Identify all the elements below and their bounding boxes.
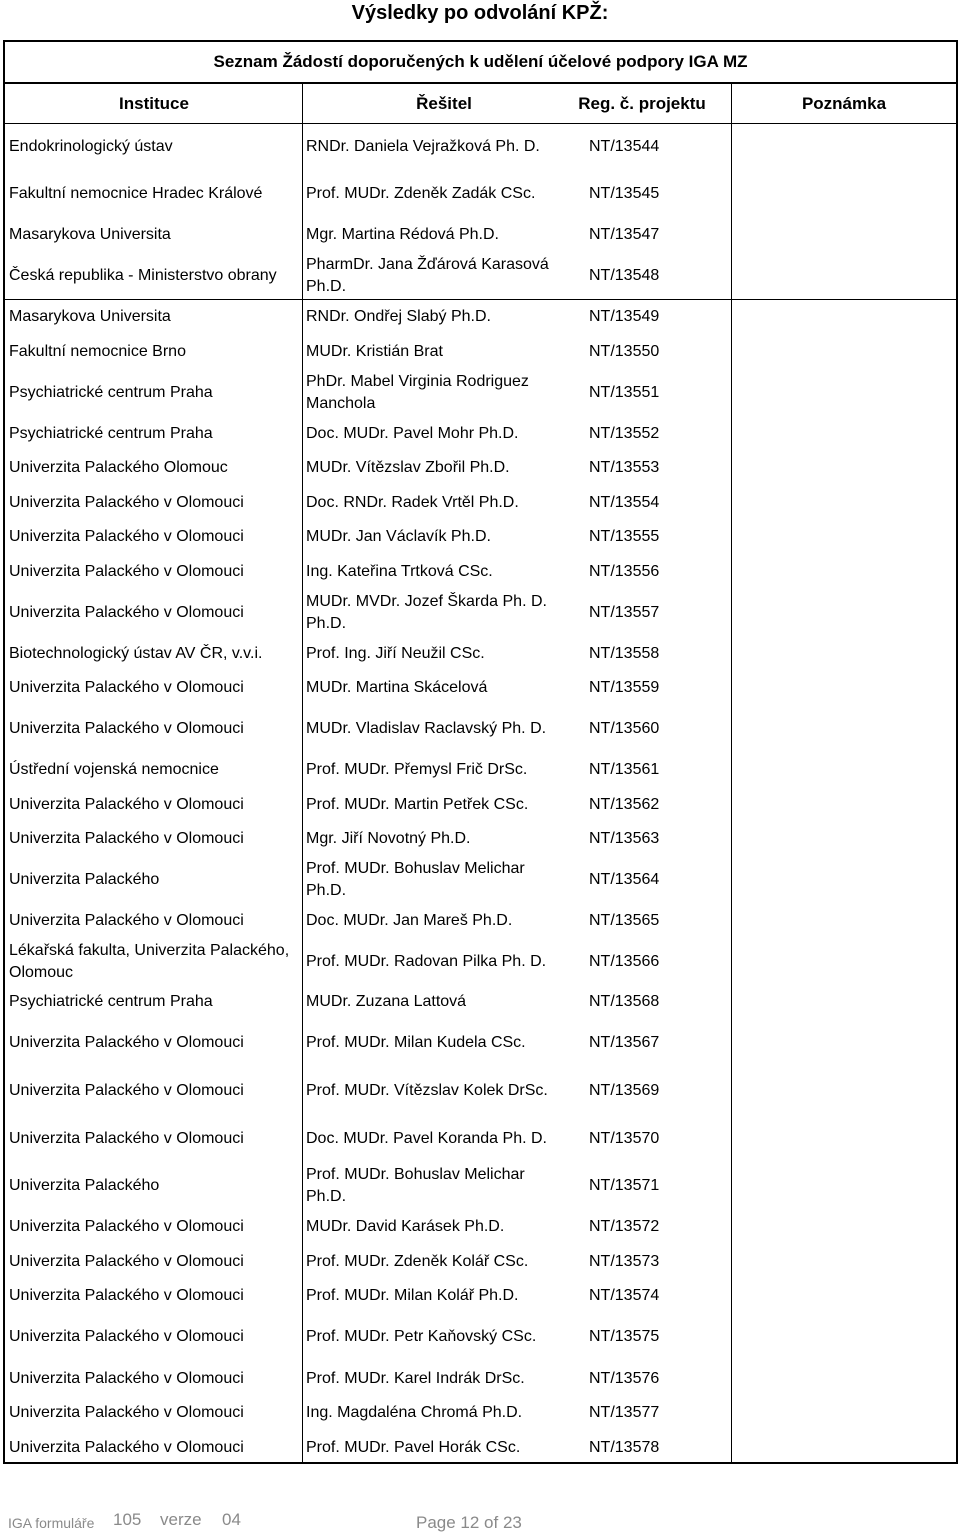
footer-version-label: verze [160,1510,202,1529]
table-row [5,1019,956,1067]
cell-researcher: MUDr. Kristián Brat [306,342,443,360]
table-row [5,787,956,822]
table-subtitle: Seznam Žádostí doporučených k udělení účelové podpory IGA MZ [5,42,956,84]
footer-version-number: 04 [222,1510,241,1529]
cell-researcher: MUDr. Zuzana Lattová [306,993,467,1010]
cell-institution: Univerzita Palackého v Olomouci [9,1328,244,1345]
cell-institution: Masarykova Universita [9,308,171,325]
cell-reg-no: NT/13563 [589,830,660,847]
table-row [5,417,956,451]
table-row [5,985,956,1019]
cell-institution: Biotechnologický ústav AV ČR, v.v.i. [9,645,263,662]
cell-researcher: Ing. Kateřina Trtková CSc. [306,562,493,580]
cell-institution: Univerzita Palackého v Olomouci [9,493,244,511]
cell-researcher: Prof. MUDr. Martin Petřek CSc. [306,795,529,813]
footer-form-number: 105 [113,1510,142,1529]
cell-institution: Univerzita Palackého v Olomouci [9,795,244,813]
cell-researcher: MUDr. Jan Václavík Ph.D. [306,528,491,545]
cell-reg-no: NT/13574 [589,1287,660,1304]
cell-institution: Univerzita Palackého v Olomouci [9,679,244,696]
cell-reg-no: NT/13547 [589,226,660,243]
cell-institution: Univerzita Palackého v Olomouci [9,912,244,929]
cell-institution: Psychiatrické centrum Praha [9,384,213,401]
table-row [5,1361,956,1396]
cell-reg-no: NT/13577 [589,1404,660,1421]
cell-reg-no: NT/13552 [589,425,660,442]
table-row [5,705,956,753]
cell-reg-no: NT/13576 [589,1369,660,1387]
cell-researcher: MUDr. MVDr. Jozef Škarda Ph. D. Ph.D. [306,593,547,632]
cell-institution: Univerzita Palackého v Olomouci [9,1129,244,1147]
table-row [5,938,956,985]
cell-researcher: Doc. MUDr. Jan Mareš Ph.D. [306,912,513,929]
cell-reg-no: NT/13548 [589,266,660,284]
cell-reg-no: NT/13562 [589,795,660,813]
table-row [5,252,956,300]
cell-researcher: PharmDr. Jana Žďárová Karasová Ph.D. [306,255,549,295]
cell-reg-no: NT/13567 [589,1034,660,1051]
cell-institution: Česká republika - Ministerstvo obrany [9,266,277,284]
cell-researcher: RNDr. Ondřej Slabý Ph.D. [306,308,491,325]
cell-reg-no: NT/13560 [589,720,660,737]
cell-reg-no: NT/13575 [589,1328,660,1345]
header-reg-no: Reg. č. projektu [578,94,706,113]
cell-researcher: RNDr. Daniela Vejražková Ph. D. [306,138,540,155]
cell-reg-no: NT/13557 [589,604,660,621]
cell-institution: Fakultní nemocnice Hradec Králové [9,185,263,202]
cell-reg-no: NT/13544 [589,138,660,155]
table-row [5,218,956,252]
cell-researcher: Prof. MUDr. Přemysl Frič DrSc. [306,761,528,778]
table-row [5,637,956,671]
cell-reg-no: NT/13570 [589,1129,660,1147]
cell-researcher: Doc. MUDr. Pavel Mohr Ph.D. [306,425,519,442]
cell-institution: Univerzita Palackého v Olomouci [9,604,244,621]
cell-institution: Masarykova Universita [9,226,171,243]
cell-institution: Univerzita Palackého v Olomouci [9,1218,244,1235]
cell-institution: Univerzita Palackého v Olomouci [9,1082,244,1099]
cell-researcher: MUDr. Vladislav Raclavský Ph. D. [306,720,547,737]
cell-institution: Ústřední vojenská nemocnice [9,761,219,778]
cell-institution: Univerzita Palackého [9,871,160,888]
cell-institution: Univerzita Palackého v Olomouci [9,830,244,847]
table-row [5,451,956,485]
table-row [5,753,956,787]
table-row [5,1244,956,1279]
cell-reg-no: NT/13556 [589,562,660,580]
table-row [5,554,956,589]
cell-researcher: Prof. MUDr. Karel Indrák DrSc. [306,1369,525,1387]
cell-reg-no: NT/13559 [589,679,660,696]
header-institution: Instituce [119,94,189,113]
table-row [5,369,956,417]
cell-reg-no: NT/13553 [589,459,660,476]
cell-researcher: MUDr. Vítězslav Zbořil Ph.D. [306,459,510,476]
cell-reg-no: NT/13569 [589,1082,660,1099]
table-row [5,170,956,218]
header-note: Poznámka [801,94,887,113]
cell-researcher: Prof. MUDr. Bohuslav Melichar Ph.D. [306,1166,525,1205]
table-row [5,1396,956,1430]
cell-institution: Univerzita Palackého v Olomouci [9,1438,244,1456]
page-title: Výsledky po odvolání KPŽ: [351,2,609,24]
cell-institution: Univerzita Palackého [9,1177,160,1194]
table-row [5,300,956,334]
cell-researcher: Prof. MUDr. Pavel Horák CSc. [306,1438,521,1456]
cell-researcher: PhDr. Mabel Virginia Rodriguez Manchola [306,373,529,412]
table-row [5,1430,956,1465]
cell-institution: Univerzita Palackého Olomouc [9,459,228,476]
cell-reg-no: NT/13551 [589,384,660,401]
cell-institution: Univerzita Palackého v Olomouci [9,720,244,737]
cell-institution: Univerzita Palackého v Olomouci [9,1252,244,1270]
cell-institution: Univerzita Palackého v Olomouci [9,1034,244,1051]
header-researcher: Řešitel [416,94,472,113]
cell-researcher: MUDr. David Karásek Ph.D. [306,1218,505,1235]
cell-reg-no: NT/13565 [589,912,660,929]
page-footer [0,1505,960,1535]
cell-researcher: Prof. MUDr. Bohuslav Melichar Ph.D. [306,860,525,899]
cell-researcher: Prof. MUDr. Milan Kudela CSc. [306,1034,526,1051]
cell-researcher: Prof. MUDr. Radovan Pilka Ph. D. [306,952,547,970]
footer-page-number: Page 12 of 23 [416,1513,522,1532]
cell-researcher: MUDr. Martina Skácelová [306,679,488,696]
table-row [5,334,956,369]
cell-reg-no: NT/13573 [589,1252,660,1270]
table-row [5,1067,956,1115]
table-row [5,1279,956,1313]
table-row [5,671,956,705]
cell-institution: Univerzita Palackého v Olomouci [9,1287,244,1304]
table-row [5,822,956,856]
cell-researcher: Prof. MUDr. Zdeněk Kolář CSc. [306,1252,529,1270]
cell-institution: Fakultní nemocnice Brno [9,342,186,360]
table-row [5,856,956,904]
cell-reg-no: NT/13572 [589,1218,660,1235]
table-row [5,1313,956,1361]
table-row [5,1162,956,1210]
cell-researcher: Doc. MUDr. Pavel Koranda Ph. D. [306,1129,547,1147]
table-row [5,1115,956,1162]
table-row [5,520,956,554]
cell-reg-no: NT/13578 [589,1438,660,1456]
cell-researcher: Prof. MUDr. Petr Kaňovský CSc. [306,1328,537,1345]
cell-researcher: Mgr. Martina Rédová Ph.D. [306,226,499,243]
cell-researcher: Prof. MUDr. Zdeněk Zadák CSc. [306,185,536,202]
cell-reg-no: NT/13554 [589,493,660,511]
table-row [5,124,956,170]
cell-institution: Univerzita Palackého v Olomouci [9,562,244,580]
cell-institution: Psychiatrické centrum Praha [9,425,213,442]
table-header [5,84,956,124]
cell-institution: Univerzita Palackého v Olomouci [9,1369,244,1387]
table-row [5,589,956,637]
cell-researcher: Mgr. Jiří Novotný Ph.D. [306,830,471,847]
cell-institution: Endokrinologický ústav [9,138,173,155]
cell-institution: Univerzita Palackého v Olomouci [9,1404,244,1421]
cell-reg-no: NT/13561 [589,761,660,778]
footer-form-label: IGA formuláře [8,1515,95,1531]
cell-institution: Lékařská fakulta, Univerzita Palackého, Olomouc [9,941,290,981]
cell-reg-no: NT/13550 [589,342,660,360]
cell-reg-no: NT/13566 [589,952,660,970]
results-table [3,40,958,1464]
cell-reg-no: NT/13545 [589,185,660,202]
cell-reg-no: NT/13549 [589,308,660,325]
table-row [5,904,956,938]
cell-researcher: Prof. MUDr. Milan Kolář Ph.D. [306,1287,519,1304]
cell-researcher: Prof. MUDr. Vítězslav Kolek DrSc. [306,1082,548,1099]
cell-reg-no: NT/13555 [589,528,660,545]
cell-researcher: Prof. Ing. Jiří Neužil CSc. [306,645,485,662]
cell-reg-no: NT/13564 [589,871,660,888]
cell-researcher: Doc. RNDr. Radek Vrtěl Ph.D. [306,493,519,511]
cell-reg-no: NT/13558 [589,645,660,662]
cell-reg-no: NT/13568 [589,993,660,1010]
table-row [5,485,956,520]
cell-institution: Univerzita Palackého v Olomouci [9,528,244,545]
cell-institution: Psychiatrické centrum Praha [9,993,213,1010]
cell-researcher: Ing. Magdaléna Chromá Ph.D. [306,1404,523,1421]
cell-reg-no: NT/13571 [589,1177,660,1194]
table-row [5,1210,956,1244]
